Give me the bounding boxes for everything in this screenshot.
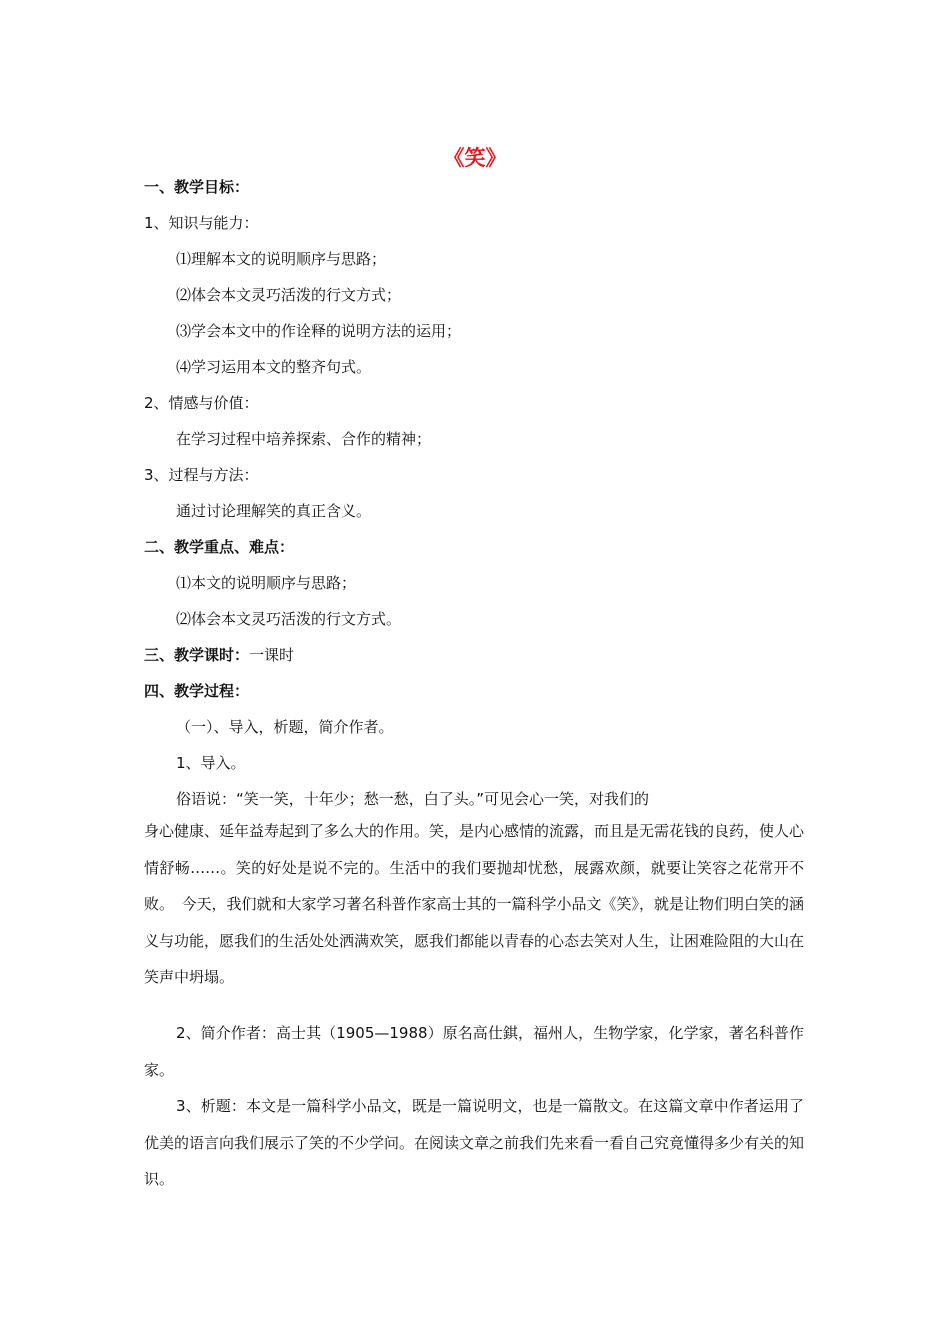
author-paragraph <box>144 1015 804 1088</box>
objective-item: ⑶学会本文中的作诠释的说明方法的运用； <box>176 322 462 340</box>
analysis-paragraph <box>144 1088 804 1198</box>
objective-item: ⑷学习运用本文的整齐句式。 <box>176 358 372 376</box>
key-point-item: ⑵体会本文灵巧活泼的行文方式。 <box>176 610 402 628</box>
section-heading-objectives: 一、教学目标： <box>144 178 250 196</box>
subheading-process: 3、过程与方法： <box>144 466 259 484</box>
section-heading-process: 四、教学过程： <box>144 682 250 700</box>
process-subheading: （一）、导入，析题，简介作者。 <box>176 718 394 736</box>
lesson-hours-value: 一课时 <box>249 646 295 664</box>
section-lesson-hours <box>144 644 294 666</box>
author-text: 2、简介作者：高士其（1905—1988）原名高仕錤，福州人，生物学家，化学家，著名科普作家。 <box>144 1024 804 1079</box>
intro-paragraph-first-line: 俗语说：“笑一笑，十年少；愁一愁，白了头。”可见会心一笑，对我们的 <box>176 790 650 808</box>
process-text: 通过讨论理解笑的真正含义。 <box>176 502 372 520</box>
key-point-item: ⑴本文的说明顺序与思路； <box>176 574 357 592</box>
section-heading-key-points: 二、教学重点、难点： <box>144 538 295 556</box>
intro-paragraph: 身心健康、延年益寿起到了多么大的作用。笑，是内心感情的流露，而且是无需花钱的良药，使人心情舒畅……。笑的好处是说不完的。生活中的我们要抛却忧愁，展露欢颜，就要让笑容之花常开不败。 今天，我们就和大家学习著名科普作家高士其的一篇科学小品文《笑》，就是让物们明白笑的涵义与功能，愿我们的生活处处洒满欢笑，愿我们都能以青春的心态去笑对人生，让困难险阻的大山在笑声中坍塌。 <box>144 822 805 986</box>
analysis-text: 3、析题：本文是一篇科学小品文，既是一篇说明文，也是一篇散文。在这篇文章中作者运用了优美的语言向我们展示了笑的不少学问。在阅读文章之前我们先来看一看自己究竟懂得多少有关的知识。 <box>144 1097 805 1188</box>
intro-label: 1、导入。 <box>176 754 246 772</box>
emotion-text: 在学习过程中培养探索、合作的精神； <box>176 430 432 448</box>
subheading-knowledge: 1、知识与能力： <box>144 214 259 232</box>
document-title: 《笑》 <box>443 146 507 170</box>
subheading-emotion: 2、情感与价值： <box>144 394 259 412</box>
section-heading-lesson-hours: 三、教学课时： <box>144 646 250 664</box>
objective-item: ⑵体会本文灵巧活泼的行文方式； <box>176 286 402 304</box>
objective-item: ⑴理解本文的说明顺序与思路； <box>176 250 387 268</box>
